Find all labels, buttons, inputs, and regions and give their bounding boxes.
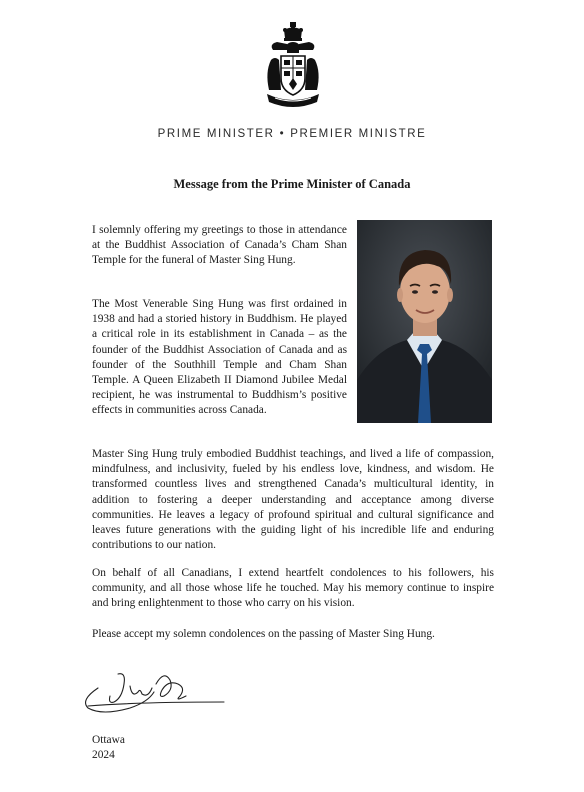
closing-year: 2024 [92,749,115,761]
portrait-illustration [357,220,492,423]
paragraph-history: The Most Venerable Sing Hung was first ordained in 1938 and had a storied history in Buddhism. He played a critical role in its establishment in Canada – as the founder of the Buddhist Association of Canada and as founder of the Southhill Temple and Cham Shan Temple. A Queen Elizabeth II Diamond Jubilee Medal recipient, he was instrumental to Buddhism’s positive effects in communities across Canada. [92,298,347,417]
paragraph-greeting: I solemnly offering my greetings to those in attendance at the Buddhist Association of Canada’s Cham Shan Temple for the funeral of Master Sing Hung. [92,224,347,267]
portrait-photo [357,220,492,423]
closing-block [92,733,125,763]
paragraph-legacy: Master Sing Hung truly embodied Buddhist teachings, and lived a life of compassion, mindfulness, and inclusivity, fueled by his endless love, kindness, and wisdom. He transformed countless lives and strengthened Canada’s multicultural identity, in addition to fostering a deeper understanding and acceptance among diverse communities. He leaves a legacy of profound spiritual and cultural significance and leaves future generations with the guiding light of his incredible life and enduring contributions to our nation. [92,448,494,552]
paragraph-condolences: On behalf of all Canadians, I extend heartfelt condolences to his followers, his community, and all those whose life he touched. May his memory continue to inspire and bring enlightenment to those who carry on his vision. [92,567,494,610]
closing-city: Ottawa [92,734,125,746]
handwritten-signature-icon [78,662,228,717]
paragraph-closing: Please accept my solemn condolences on the passing of Master Sing Hung. [92,628,435,640]
office-separator: • [279,128,286,140]
office-title-english: PRIME MINISTER [157,128,275,140]
office-title-french: PREMIER MINISTRE [290,128,427,140]
message-title: Message from the Prime Minister of Canada [173,177,411,191]
canadian-coat-of-arms-icon [263,20,323,114]
office-letterhead [0,128,584,140]
